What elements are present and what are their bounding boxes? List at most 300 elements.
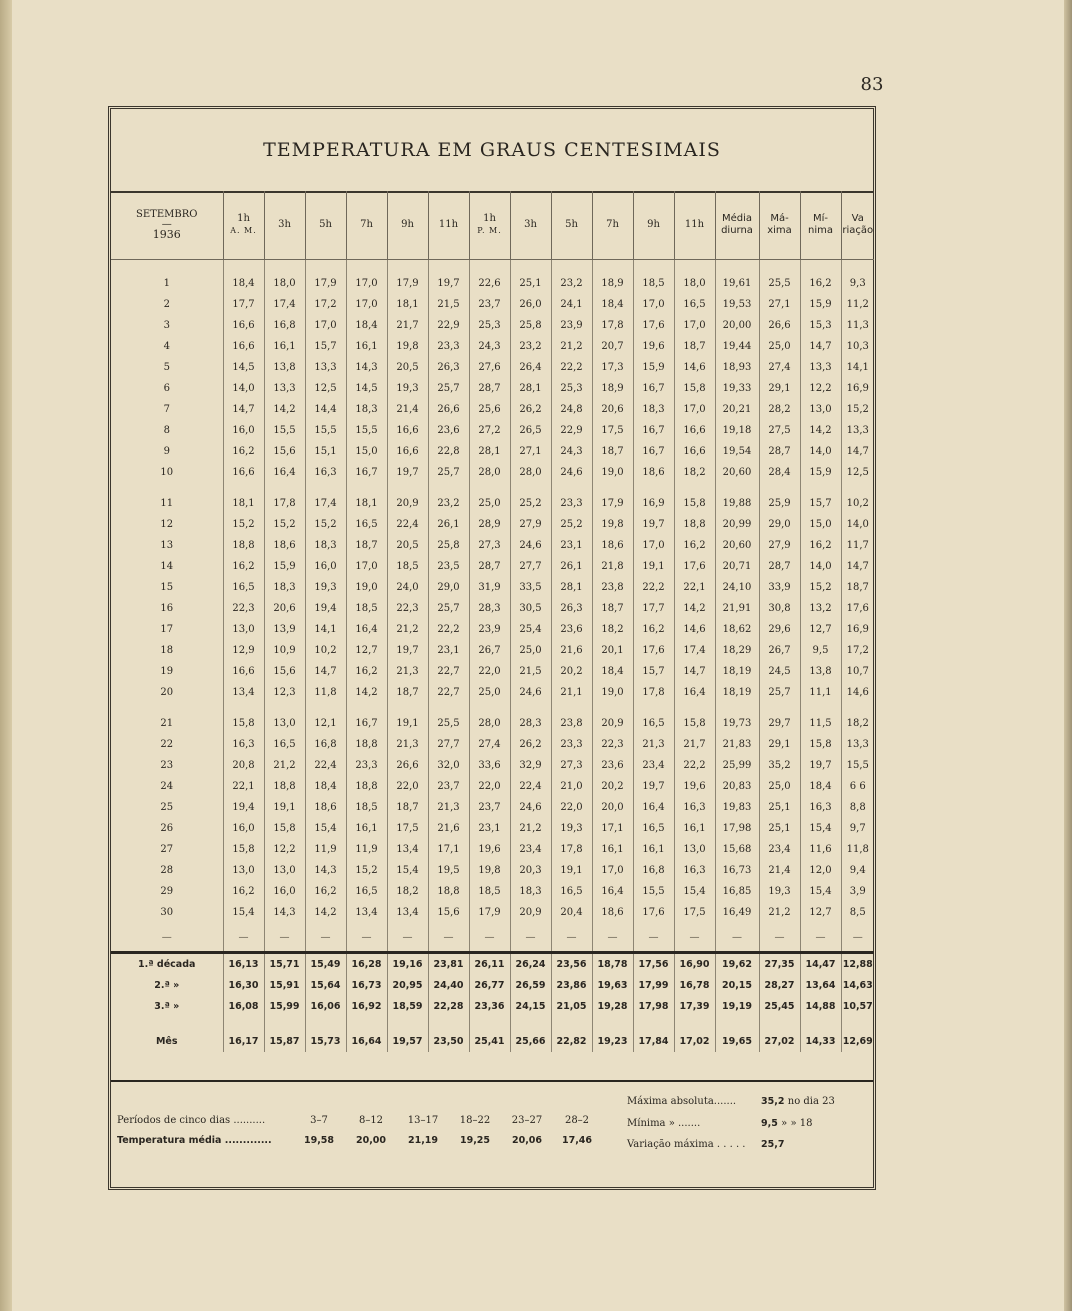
table-cell: 15,2 — [264, 514, 305, 535]
table-cell: 12,3 — [264, 682, 305, 703]
absolute-maximum-note: no dia 23 — [787, 1096, 835, 1107]
table-cell: 16,1 — [674, 818, 715, 839]
table-cell: 16,4 — [633, 797, 674, 818]
table-cell: 21,6 — [428, 818, 469, 839]
table-cell: 22,9 — [428, 315, 469, 336]
table-cell: 18,5 — [346, 797, 387, 818]
table-cell: 23,56 — [551, 953, 592, 976]
table-cell: 21,83 — [715, 734, 759, 755]
table-cell: — — [305, 923, 346, 953]
table-cell: 16,73 — [346, 975, 387, 996]
spacer-cell — [387, 260, 428, 271]
table-cell: 23,7 — [469, 797, 510, 818]
table-frame — [108, 106, 876, 1190]
table-cell: 20,2 — [592, 776, 633, 797]
table-cell: 25,2 — [551, 514, 592, 535]
table-cell: 23,9 — [469, 619, 510, 640]
table-cell: 25,7 — [428, 598, 469, 619]
header-col-main: 11h — [684, 219, 705, 230]
table-cell: 19,7 — [387, 462, 428, 483]
table-cell: 17,9 — [592, 493, 633, 514]
table-cell: — — [346, 923, 387, 953]
table-cell: 16,28 — [346, 953, 387, 976]
header-col — [387, 191, 428, 260]
table-cell: 8,5 — [841, 902, 874, 923]
table-cell: 25,66 — [510, 1031, 551, 1052]
header-col — [264, 191, 305, 260]
table-row — [111, 734, 874, 755]
table-cell: 10,7 — [841, 661, 874, 682]
spacer-cell — [551, 1017, 592, 1031]
table-cell: 25,9 — [759, 493, 800, 514]
table-cell: 22,82 — [551, 1031, 592, 1052]
table-cell: 16,1 — [346, 336, 387, 357]
table-cell: 26,5 — [510, 420, 551, 441]
table-cell: 16,7 — [346, 713, 387, 734]
row-label-cell: 17 — [160, 624, 174, 635]
table-cell: 24,15 — [510, 996, 551, 1017]
spacer-cell — [674, 260, 715, 271]
table-cell: 28,3 — [469, 598, 510, 619]
table-cell: 29,1 — [759, 734, 800, 755]
table-cell: 12,69 — [841, 1031, 874, 1052]
row-label-cell: 21 — [160, 718, 174, 729]
table-cell: 16,6 — [387, 420, 428, 441]
table-cell: 19,44 — [715, 336, 759, 357]
table-cell: 10,9 — [264, 640, 305, 661]
spacer-cell — [428, 483, 469, 493]
table-cell: 15,8 — [264, 818, 305, 839]
table-cell: 21,3 — [387, 734, 428, 755]
table-cell: 18,7 — [841, 577, 874, 598]
table-cell: 25,7 — [759, 682, 800, 703]
table-cell: 18,5 — [633, 270, 674, 294]
table-cell: 24,10 — [715, 577, 759, 598]
table-cell: 18,7 — [387, 682, 428, 703]
table-cell: 17,98 — [633, 996, 674, 1017]
spacer-cell — [264, 1017, 305, 1031]
absolute-minimum — [627, 1118, 813, 1129]
table-cell: 24,5 — [759, 661, 800, 682]
table-cell: 20,2 — [551, 661, 592, 682]
table-cell: 17,5 — [387, 818, 428, 839]
table-cell: — — [759, 923, 800, 953]
table-cell: 17,8 — [551, 839, 592, 860]
table-cell: 32,0 — [428, 755, 469, 776]
header-col — [841, 191, 874, 260]
table-cell: 19,62 — [715, 953, 759, 976]
spacer-cell — [223, 1017, 264, 1031]
table-cell: 18,62 — [715, 619, 759, 640]
table-cell: 16,3 — [674, 797, 715, 818]
header-col-main: 3h — [524, 219, 537, 230]
table-cell: 30,5 — [510, 598, 551, 619]
table-cell: 27,9 — [759, 535, 800, 556]
table-cell: 22,2 — [551, 357, 592, 378]
table-cell: 18,8 — [264, 776, 305, 797]
table-cell: 14,2 — [800, 420, 841, 441]
table-cell: 14,2 — [264, 399, 305, 420]
table-cell: 13,3 — [841, 420, 874, 441]
table-cell: 21,2 — [551, 336, 592, 357]
table-cell: 30,8 — [759, 598, 800, 619]
table-cell: 14,33 — [800, 1031, 841, 1052]
table-cell: 33,5 — [510, 577, 551, 598]
table-cell: 13,0 — [223, 619, 264, 640]
table-cell: 19,83 — [715, 797, 759, 818]
table-cell: 18,4 — [346, 315, 387, 336]
table-cell: 18,5 — [469, 881, 510, 902]
table-cell: 23,9 — [551, 315, 592, 336]
table-cell: 21,4 — [387, 399, 428, 420]
table-cell: 19,53 — [715, 294, 759, 315]
table-cell: 15,7 — [305, 336, 346, 357]
table-cell: 22,9 — [551, 420, 592, 441]
table-cell: 28,0 — [469, 462, 510, 483]
row-label-cell: 22 — [160, 739, 174, 750]
table-cell: 27,7 — [510, 556, 551, 577]
row-label-cell: 1 — [163, 278, 170, 289]
table-cell: 17,0 — [346, 294, 387, 315]
table-cell: 22,1 — [223, 776, 264, 797]
table-cell: 15,99 — [264, 996, 305, 1017]
table-cell: 16,73 — [715, 860, 759, 881]
table-cell: 17,84 — [633, 1031, 674, 1052]
spacer-cell — [387, 1017, 428, 1031]
table-cell: 19,61 — [715, 270, 759, 294]
spacer-cell — [469, 483, 510, 493]
table-cell: 16,2 — [800, 535, 841, 556]
table-cell: 17,5 — [674, 902, 715, 923]
table-cell: 16,2 — [223, 441, 264, 462]
spacer-cell — [264, 703, 305, 713]
table-cell: 18,8 — [428, 881, 469, 902]
table-cell: 24,40 — [428, 975, 469, 996]
table-cell: 11,9 — [305, 839, 346, 860]
table-cell: 11,8 — [305, 682, 346, 703]
table-cell: 17,5 — [592, 420, 633, 441]
spacer-cell — [510, 483, 551, 493]
table-cell: 21,3 — [387, 661, 428, 682]
table-cell: 20,00 — [715, 315, 759, 336]
table-cell: 23,2 — [510, 336, 551, 357]
table-cell: 16,06 — [305, 996, 346, 1017]
table-cell: 18,7 — [387, 797, 428, 818]
table-cell: 22,1 — [674, 577, 715, 598]
table-cell: 18,2 — [387, 881, 428, 902]
table-cell: 16,4 — [346, 619, 387, 640]
table-cell: 16,2 — [305, 881, 346, 902]
table-cell: 23,4 — [510, 839, 551, 860]
spacer-cell — [759, 703, 800, 713]
spacer-cell — [633, 1017, 674, 1031]
table-cell: 17,2 — [305, 294, 346, 315]
row-label-cell: 2.ª » — [154, 980, 180, 991]
absolute-minimum-value — [761, 1118, 812, 1129]
table-cell: 16,7 — [633, 378, 674, 399]
header-col-main: 9h — [647, 219, 660, 230]
table-cell: 15,4 — [223, 902, 264, 923]
table-row — [111, 818, 874, 839]
table-cell: 21,8 — [592, 556, 633, 577]
table-cell: 19,8 — [469, 860, 510, 881]
table-cell: 15,0 — [800, 514, 841, 535]
table-cell: 25,5 — [428, 713, 469, 734]
table-cell: 16,3 — [800, 797, 841, 818]
table-cell: 19,16 — [387, 953, 428, 976]
table-cell: 14,7 — [841, 556, 874, 577]
spacer-cell — [469, 1017, 510, 1031]
table-cell: 19,8 — [592, 514, 633, 535]
table-cell: 16,85 — [715, 881, 759, 902]
table-cell: 18,7 — [346, 535, 387, 556]
table-cell: 29,0 — [759, 514, 800, 535]
table-cell: 23,5 — [428, 556, 469, 577]
table-cell: 21,5 — [428, 294, 469, 315]
spacer-cell — [592, 703, 633, 713]
table-cell: 16,1 — [633, 839, 674, 860]
absolute-minimum-note: » » 18 — [781, 1118, 813, 1129]
spacer-cell — [387, 483, 428, 493]
table-cell: 18,59 — [387, 996, 428, 1017]
table-cell: 22,28 — [428, 996, 469, 1017]
table-cell: 28,9 — [469, 514, 510, 535]
table-cell: 23,3 — [551, 734, 592, 755]
spacer-cell — [428, 1017, 469, 1031]
table-row — [111, 713, 874, 734]
table-cell: 24,6 — [510, 682, 551, 703]
table-cell: 19,3 — [387, 378, 428, 399]
dash-row — [111, 923, 874, 953]
table-cell: 16,1 — [264, 336, 305, 357]
spacer-cell — [346, 483, 387, 493]
table-cell: 11,3 — [841, 315, 874, 336]
table-cell: — — [510, 923, 551, 953]
table-cell: 25,1 — [759, 797, 800, 818]
month-label: SETEMBRO — [136, 209, 198, 220]
table-row — [111, 619, 874, 640]
table-cell: 23,3 — [551, 493, 592, 514]
table-cell: 19,4 — [305, 598, 346, 619]
spacer-cell — [592, 1017, 633, 1031]
table-cell: 10,3 — [841, 336, 874, 357]
table-cell: 21,6 — [551, 640, 592, 661]
table-cell: 9,4 — [841, 860, 874, 881]
row-label-cell: 5 — [163, 362, 170, 373]
table-cell: 11,1 — [800, 682, 841, 703]
table-cell: 18,3 — [510, 881, 551, 902]
table-cell: 14,63 — [841, 975, 874, 996]
table-cell: 16,49 — [715, 902, 759, 923]
table-cell: 12,2 — [264, 839, 305, 860]
table-cell: 17,0 — [633, 535, 674, 556]
table-cell: 25,0 — [759, 336, 800, 357]
row-label-cell: — — [161, 931, 172, 943]
table-cell: 16,6 — [387, 441, 428, 462]
table-cell: 25,45 — [759, 996, 800, 1017]
table-cell: 15,7 — [800, 493, 841, 514]
table-row — [111, 661, 874, 682]
table-cell: 18,5 — [346, 598, 387, 619]
table-cell: 16,30 — [223, 975, 264, 996]
table-cell: 26,0 — [510, 294, 551, 315]
month-dash: — — [161, 219, 172, 230]
period-cell: 28–2 — [564, 1115, 590, 1126]
table-cell: 18,6 — [633, 462, 674, 483]
table-cell: 26,2 — [510, 399, 551, 420]
table-cell: — — [469, 923, 510, 953]
table-cell: 20,5 — [387, 535, 428, 556]
table-cell: 23,1 — [469, 818, 510, 839]
table-cell: 27,4 — [759, 357, 800, 378]
table-cell: 23,8 — [592, 577, 633, 598]
table-cell: 15,2 — [223, 514, 264, 535]
table-cell: 26,1 — [551, 556, 592, 577]
table-cell: 19,4 — [223, 797, 264, 818]
table-cell: 16,0 — [264, 881, 305, 902]
table-cell: 27,6 — [469, 357, 510, 378]
table-cell: 12,88 — [841, 953, 874, 976]
table-cell: 15,4 — [387, 860, 428, 881]
table-cell: — — [841, 923, 874, 953]
table-cell: 12,2 — [800, 378, 841, 399]
table-cell: 16,78 — [674, 975, 715, 996]
table-cell: 14,2 — [305, 902, 346, 923]
table-cell: 14,1 — [841, 357, 874, 378]
book-binding-edge — [0, 0, 12, 1311]
header-col-main: 7h — [606, 219, 619, 230]
table-cell: 20,9 — [387, 493, 428, 514]
table-cell: 13,3 — [305, 357, 346, 378]
table-cell: 16,5 — [346, 881, 387, 902]
table-cell: 15,9 — [800, 462, 841, 483]
table-cell: 23,4 — [759, 839, 800, 860]
table-cell: 19,57 — [387, 1031, 428, 1052]
table-cell: 14,7 — [674, 661, 715, 682]
table-cell: 17,0 — [346, 556, 387, 577]
table-cell: 10,2 — [305, 640, 346, 661]
table-cell: 19,7 — [633, 514, 674, 535]
spacer-cell — [551, 703, 592, 713]
table-cell: 18,3 — [633, 399, 674, 420]
table-cell: 21,0 — [551, 776, 592, 797]
spacer-row — [111, 1017, 874, 1031]
row-label-cell: 12 — [160, 519, 174, 530]
table-cell: 16,7 — [346, 462, 387, 483]
table-cell: 26,24 — [510, 953, 551, 976]
row-label-cell: 26 — [160, 823, 174, 834]
table-cell: 13,3 — [800, 357, 841, 378]
header-col — [551, 191, 592, 260]
table-cell: 16,2 — [346, 661, 387, 682]
row-label-cell: 1.ª década — [111, 953, 223, 976]
table-cell: — — [264, 923, 305, 953]
table-cell: 18,2 — [592, 619, 633, 640]
table-cell: 14,47 — [800, 953, 841, 976]
table-cell: 18,7 — [592, 598, 633, 619]
table-cell: 21,91 — [715, 598, 759, 619]
header-col — [592, 191, 633, 260]
row-label-cell: 27 — [160, 844, 174, 855]
table-row — [111, 881, 874, 902]
table-cell: 20,8 — [223, 755, 264, 776]
table-cell: 25,1 — [759, 818, 800, 839]
spacer-cell — [633, 260, 674, 271]
table-cell: — — [800, 923, 841, 953]
decade-summary-row — [111, 996, 874, 1017]
table-cell: 16,2 — [800, 270, 841, 294]
table-cell: 20,95 — [387, 975, 428, 996]
table-cell: 18,78 — [592, 953, 633, 976]
table-cell: 20,4 — [551, 902, 592, 923]
table-body — [111, 260, 874, 1053]
table-cell: 16,08 — [223, 996, 264, 1017]
table-cell: — — [592, 923, 633, 953]
table-cell: 6 6 — [841, 776, 874, 797]
table-row — [111, 598, 874, 619]
period-cell: 3–7 — [310, 1115, 328, 1126]
header-col-main: Mí- — [812, 213, 828, 224]
row-label-cell: 20 — [160, 687, 174, 698]
header-col-sub: nima — [808, 225, 833, 236]
table-cell: 13,4 — [387, 902, 428, 923]
table-cell: 26,6 — [387, 755, 428, 776]
table-cell: 17,99 — [633, 975, 674, 996]
period-mean-cell: 19,58 — [303, 1135, 335, 1146]
table-cell: 19,7 — [800, 755, 841, 776]
table-cell: 15,5 — [305, 420, 346, 441]
table-cell: 19,19 — [715, 996, 759, 1017]
table-cell: 19,7 — [387, 640, 428, 661]
table-cell: 14,0 — [223, 378, 264, 399]
table-cell: 25,8 — [428, 535, 469, 556]
row-label-cell: 25 — [160, 802, 174, 813]
table-cell: 18,4 — [305, 776, 346, 797]
table-cell: 31,9 — [469, 577, 510, 598]
table-cell: 17,3 — [592, 357, 633, 378]
table-row — [111, 839, 874, 860]
header-col — [469, 191, 510, 260]
table-cell: 19,7 — [633, 776, 674, 797]
spacer-cell — [510, 1017, 551, 1031]
table-cell: 22,0 — [551, 797, 592, 818]
table-cell: 18,9 — [592, 378, 633, 399]
table-cell: 16,4 — [592, 881, 633, 902]
maximum-variation — [627, 1139, 785, 1150]
table-cell: 15,1 — [305, 441, 346, 462]
spacer-cell — [715, 1017, 759, 1031]
table-cell: 23,2 — [551, 270, 592, 294]
table-cell: 23,7 — [469, 294, 510, 315]
table-cell: 25,0 — [759, 776, 800, 797]
table-cell: 16,8 — [633, 860, 674, 881]
table-cell: 23,8 — [551, 713, 592, 734]
header-col-main: 1h — [237, 213, 250, 224]
table-row — [111, 755, 874, 776]
table-cell: 23,3 — [346, 755, 387, 776]
header-col-main: Má- — [770, 213, 789, 224]
table-cell: 18,0 — [264, 270, 305, 294]
table-cell: 14,4 — [305, 399, 346, 420]
row-label-cell: 3.ª » — [154, 1001, 180, 1012]
spacer-cell — [111, 1017, 223, 1031]
row-label-cell: 10 — [160, 467, 174, 478]
table-cell: 27,2 — [469, 420, 510, 441]
header-col-main: 9h — [401, 219, 414, 230]
spacer-cell — [841, 1017, 874, 1031]
table-cell: — — [387, 923, 428, 953]
table-cell: 16,7 — [633, 420, 674, 441]
